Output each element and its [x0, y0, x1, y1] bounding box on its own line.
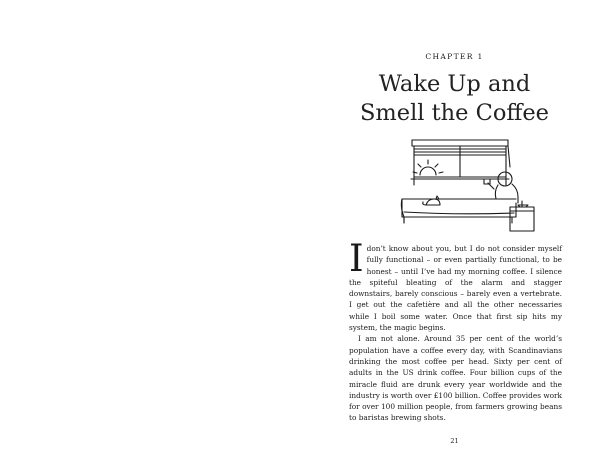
bed-icon	[401, 199, 516, 223]
drop-cap: I	[349, 237, 364, 280]
paragraph-2: I am not alone. Around 35 per cent of the world’s population have a coffee every day, with Scandinavians drinking the most coffee per head. Sixty per cent of adults in the US drink coffee. Four billion cups of the miracle fluid are drunk every year worldwide and the industry is worth over £100 billion. Coffee provides work for over 100 million people, from farmers growing beans to baristas brewing shots.	[349, 334, 562, 423]
page-number: 21	[450, 437, 459, 445]
nightstand-icon	[510, 201, 534, 231]
paragraph-1-text: don’t know about you, but I do not consider myself fully functional – or even partially functional, to be honest – until I’ve had my morning coffee. I silence the spiteful bleating of the alarm and stagger downstairs, barely conscious – barely even a vertebrate. I get out the cafetière and all the other necessaries while I boil some water. Once that first sip hits my system, the magic begins.	[349, 244, 562, 333]
window-icon	[411, 140, 509, 185]
chapter-title-line-1: Wake Up and	[378, 71, 531, 97]
chapter-title	[303, 70, 606, 128]
sun-icon	[413, 160, 443, 175]
person-in-bed-with-cat-illustration	[398, 137, 538, 235]
chapter-title-line-2: Smell the Coffee	[360, 100, 549, 126]
blind-cord-icon	[508, 146, 510, 167]
paragraph-1	[349, 237, 562, 333]
chapter-label: CHAPTER 1	[425, 52, 484, 61]
body-text	[349, 237, 562, 424]
right-page	[303, 0, 606, 465]
cat-icon	[423, 196, 440, 205]
